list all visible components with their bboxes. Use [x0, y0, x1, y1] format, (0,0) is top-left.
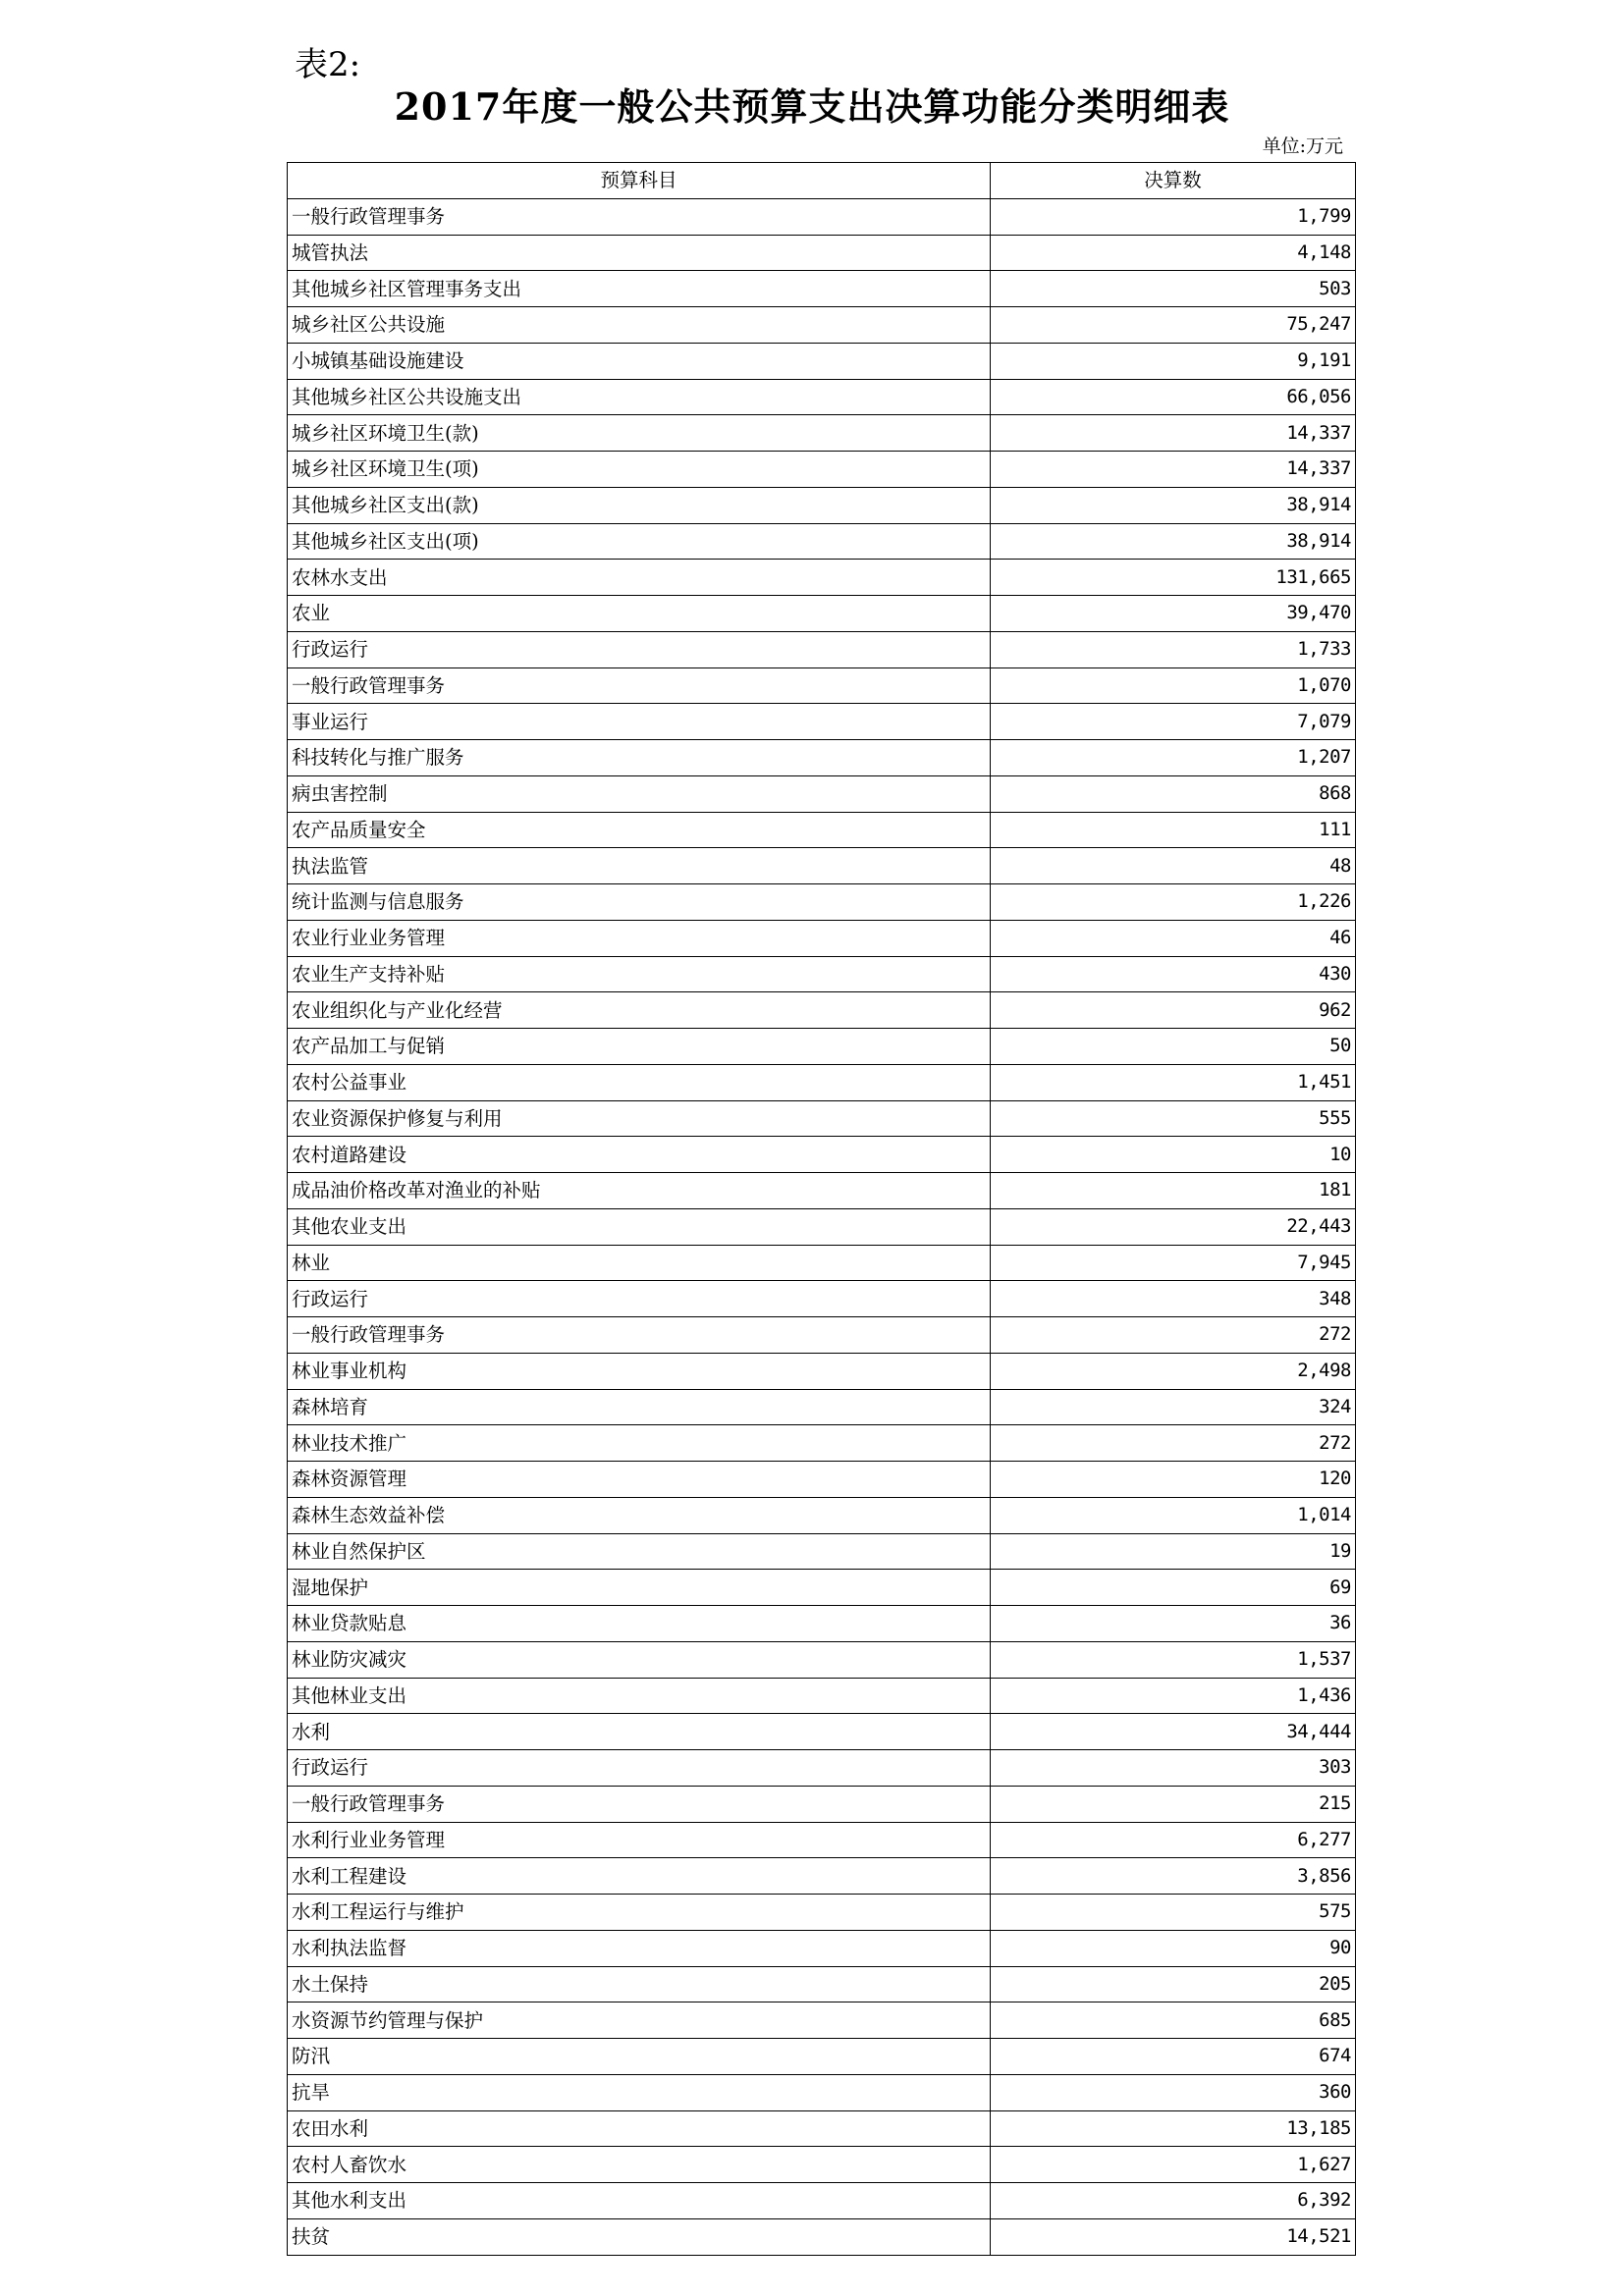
amount-cell: 575	[991, 1895, 1356, 1931]
subject-cell: 林业贷款贴息	[288, 1606, 991, 1642]
amount-cell: 1,070	[991, 667, 1356, 704]
amount-cell: 50	[991, 1029, 1356, 1065]
amount-cell: 430	[991, 956, 1356, 992]
table-row	[288, 1208, 1356, 1245]
subject-cell: 林业防灾减灾	[288, 1641, 991, 1678]
subject-cell: 其他林业支出	[288, 1678, 991, 1714]
subject-cell: 其他城乡社区管理事务支出	[288, 271, 991, 307]
subject-cell: 一般行政管理事务	[288, 667, 991, 704]
table-row	[288, 667, 1356, 704]
table-row	[288, 1389, 1356, 1425]
subject-cell: 农业行业业务管理	[288, 920, 991, 956]
table-row	[288, 523, 1356, 560]
table-header-row	[288, 163, 1356, 199]
amount-cell: 555	[991, 1100, 1356, 1137]
budget-table	[287, 162, 1356, 2256]
subject-cell: 水利工程运行与维护	[288, 1895, 991, 1931]
table-row	[288, 1570, 1356, 1606]
subject-cell: 农村公益事业	[288, 1064, 991, 1100]
subject-cell: 农业	[288, 596, 991, 632]
table-row	[288, 2039, 1356, 2075]
subject-cell: 其他城乡社区支出(款)	[288, 487, 991, 523]
table-row	[288, 1029, 1356, 1065]
table-label: 表2:	[295, 45, 361, 84]
subject-cell: 农村人畜饮水	[288, 2147, 991, 2183]
table-row	[288, 2074, 1356, 2110]
subject-cell: 城乡社区环境卫生(款)	[288, 415, 991, 452]
amount-cell: 1,733	[991, 631, 1356, 667]
table-row	[288, 1786, 1356, 1822]
subject-cell: 一般行政管理事务	[288, 1317, 991, 1354]
subject-cell: 其他城乡社区支出(项)	[288, 523, 991, 560]
amount-cell: 39,470	[991, 596, 1356, 632]
subject-cell: 林业事业机构	[288, 1353, 991, 1389]
subject-cell: 防汛	[288, 2039, 991, 2075]
amount-cell: 90	[991, 1930, 1356, 1966]
subject-cell: 农田水利	[288, 2110, 991, 2147]
subject-cell: 执法监管	[288, 848, 991, 884]
subject-cell: 行政运行	[288, 631, 991, 667]
subject-cell: 林业自然保护区	[288, 1533, 991, 1570]
subject-cell: 小城镇基础设施建设	[288, 343, 991, 379]
table-row	[288, 1497, 1356, 1533]
table-row	[288, 1822, 1356, 1858]
amount-cell: 131,665	[991, 560, 1356, 596]
table-row	[288, 343, 1356, 379]
subject-cell: 统计监测与信息服务	[288, 884, 991, 921]
amount-cell: 1,436	[991, 1678, 1356, 1714]
page-title: 2017年度一般公共预算支出决算功能分类明细表	[394, 84, 1230, 129]
subject-cell: 一般行政管理事务	[288, 1786, 991, 1822]
table-row	[288, 884, 1356, 921]
table-row	[288, 1137, 1356, 1173]
table-row	[288, 2218, 1356, 2255]
subject-cell: 农业资源保护修复与利用	[288, 1100, 991, 1137]
subject-cell: 事业运行	[288, 704, 991, 740]
table-row	[288, 596, 1356, 632]
subject-cell: 城管执法	[288, 235, 991, 271]
amount-cell: 6,277	[991, 1822, 1356, 1858]
amount-cell: 111	[991, 812, 1356, 848]
table-row	[288, 2002, 1356, 2039]
amount-cell: 38,914	[991, 523, 1356, 560]
subject-cell: 病虫害控制	[288, 775, 991, 812]
table-row	[288, 1714, 1356, 1750]
amount-cell: 4,148	[991, 235, 1356, 271]
subject-cell: 成品油价格改革对渔业的补贴	[288, 1173, 991, 1209]
subject-cell: 农村道路建设	[288, 1137, 991, 1173]
amount-cell: 48	[991, 848, 1356, 884]
amount-cell: 962	[991, 992, 1356, 1029]
column-header-subject: 预算科目	[288, 163, 991, 199]
table-row	[288, 740, 1356, 776]
subject-cell: 其他水利支出	[288, 2183, 991, 2219]
amount-cell: 1,799	[991, 198, 1356, 235]
amount-cell: 10	[991, 1137, 1356, 1173]
subject-cell: 水土保持	[288, 1966, 991, 2002]
amount-cell: 674	[991, 2039, 1356, 2075]
amount-cell: 1,537	[991, 1641, 1356, 1678]
table-row	[288, 631, 1356, 667]
table-row	[288, 1245, 1356, 1281]
amount-cell: 36	[991, 1606, 1356, 1642]
table-row	[288, 2183, 1356, 2219]
unit-label: 单位:万元	[1262, 135, 1343, 157]
amount-cell: 3,856	[991, 1858, 1356, 1895]
subject-cell: 科技转化与推广服务	[288, 740, 991, 776]
table-row	[288, 1100, 1356, 1137]
amount-cell: 685	[991, 2002, 1356, 2039]
amount-cell: 9,191	[991, 343, 1356, 379]
amount-cell: 272	[991, 1317, 1356, 1354]
subject-cell: 林业技术推广	[288, 1425, 991, 1462]
amount-cell: 19	[991, 1533, 1356, 1570]
table-row	[288, 956, 1356, 992]
amount-cell: 7,945	[991, 1245, 1356, 1281]
table-row	[288, 992, 1356, 1029]
amount-cell: 75,247	[991, 307, 1356, 344]
table-row	[288, 1750, 1356, 1787]
table-row	[288, 1858, 1356, 1895]
table-row	[288, 1425, 1356, 1462]
amount-cell: 360	[991, 2074, 1356, 2110]
subject-cell: 农业组织化与产业化经营	[288, 992, 991, 1029]
amount-cell: 66,056	[991, 379, 1356, 415]
column-header-amount: 决算数	[991, 163, 1356, 199]
table-row	[288, 452, 1356, 488]
table-row	[288, 1966, 1356, 2002]
table-row	[288, 1641, 1356, 1678]
amount-cell: 2,498	[991, 1353, 1356, 1389]
amount-cell: 46	[991, 920, 1356, 956]
table-row	[288, 379, 1356, 415]
amount-cell: 38,914	[991, 487, 1356, 523]
table-row	[288, 704, 1356, 740]
table-row	[288, 1895, 1356, 1931]
amount-cell: 7,079	[991, 704, 1356, 740]
table-row	[288, 198, 1356, 235]
subject-cell: 水利行业业务管理	[288, 1822, 991, 1858]
table-row	[288, 271, 1356, 307]
amount-cell: 324	[991, 1389, 1356, 1425]
table-row	[288, 487, 1356, 523]
subject-cell: 农林水支出	[288, 560, 991, 596]
table-row	[288, 1678, 1356, 1714]
subject-cell: 城乡社区公共设施	[288, 307, 991, 344]
subject-cell: 一般行政管理事务	[288, 198, 991, 235]
amount-cell: 120	[991, 1462, 1356, 1498]
amount-cell: 272	[991, 1425, 1356, 1462]
subject-cell: 水利执法监督	[288, 1930, 991, 1966]
subject-cell: 抗旱	[288, 2074, 991, 2110]
subject-cell: 水利	[288, 1714, 991, 1750]
subject-cell: 水资源节约管理与保护	[288, 2002, 991, 2039]
amount-cell: 503	[991, 271, 1356, 307]
table-row	[288, 1462, 1356, 1498]
amount-cell: 22,443	[991, 1208, 1356, 1245]
subject-cell: 森林资源管理	[288, 1462, 991, 1498]
subject-cell: 其他城乡社区公共设施支出	[288, 379, 991, 415]
subject-cell: 扶贫	[288, 2218, 991, 2255]
table-row	[288, 1606, 1356, 1642]
amount-cell: 1,226	[991, 884, 1356, 921]
table-row	[288, 415, 1356, 452]
amount-cell: 348	[991, 1281, 1356, 1317]
amount-cell: 14,337	[991, 452, 1356, 488]
subject-cell: 农产品质量安全	[288, 812, 991, 848]
table-row	[288, 1533, 1356, 1570]
amount-cell: 6,392	[991, 2183, 1356, 2219]
amount-cell: 13,185	[991, 2110, 1356, 2147]
amount-cell: 1,014	[991, 1497, 1356, 1533]
subject-cell: 湿地保护	[288, 1570, 991, 1606]
table-row	[288, 1064, 1356, 1100]
amount-cell: 181	[991, 1173, 1356, 1209]
amount-cell: 1,451	[991, 1064, 1356, 1100]
subject-cell: 农业生产支持补贴	[288, 956, 991, 992]
table-row	[288, 2110, 1356, 2147]
subject-cell: 森林生态效益补偿	[288, 1497, 991, 1533]
amount-cell: 14,521	[991, 2218, 1356, 2255]
table-row	[288, 235, 1356, 271]
subject-cell: 行政运行	[288, 1281, 991, 1317]
table-row	[288, 560, 1356, 596]
amount-cell: 205	[991, 1966, 1356, 2002]
amount-cell: 69	[991, 1570, 1356, 1606]
table-row	[288, 775, 1356, 812]
amount-cell: 215	[991, 1786, 1356, 1822]
subject-cell: 水利工程建设	[288, 1858, 991, 1895]
table-row	[288, 1930, 1356, 1966]
amount-cell: 1,627	[991, 2147, 1356, 2183]
table-row	[288, 307, 1356, 344]
subject-cell: 行政运行	[288, 1750, 991, 1787]
amount-cell: 14,337	[991, 415, 1356, 452]
subject-cell: 森林培育	[288, 1389, 991, 1425]
table-row	[288, 812, 1356, 848]
amount-cell: 303	[991, 1750, 1356, 1787]
table-row	[288, 848, 1356, 884]
table-row	[288, 1353, 1356, 1389]
amount-cell: 868	[991, 775, 1356, 812]
subject-cell: 城乡社区环境卫生(项)	[288, 452, 991, 488]
subject-cell: 农产品加工与促销	[288, 1029, 991, 1065]
table-row	[288, 1317, 1356, 1354]
table-body	[288, 198, 1356, 2255]
table-row	[288, 1281, 1356, 1317]
table-row	[288, 1173, 1356, 1209]
table-row	[288, 2147, 1356, 2183]
subject-cell: 其他农业支出	[288, 1208, 991, 1245]
table-row	[288, 920, 1356, 956]
amount-cell: 34,444	[991, 1714, 1356, 1750]
amount-cell: 1,207	[991, 740, 1356, 776]
subject-cell: 林业	[288, 1245, 991, 1281]
